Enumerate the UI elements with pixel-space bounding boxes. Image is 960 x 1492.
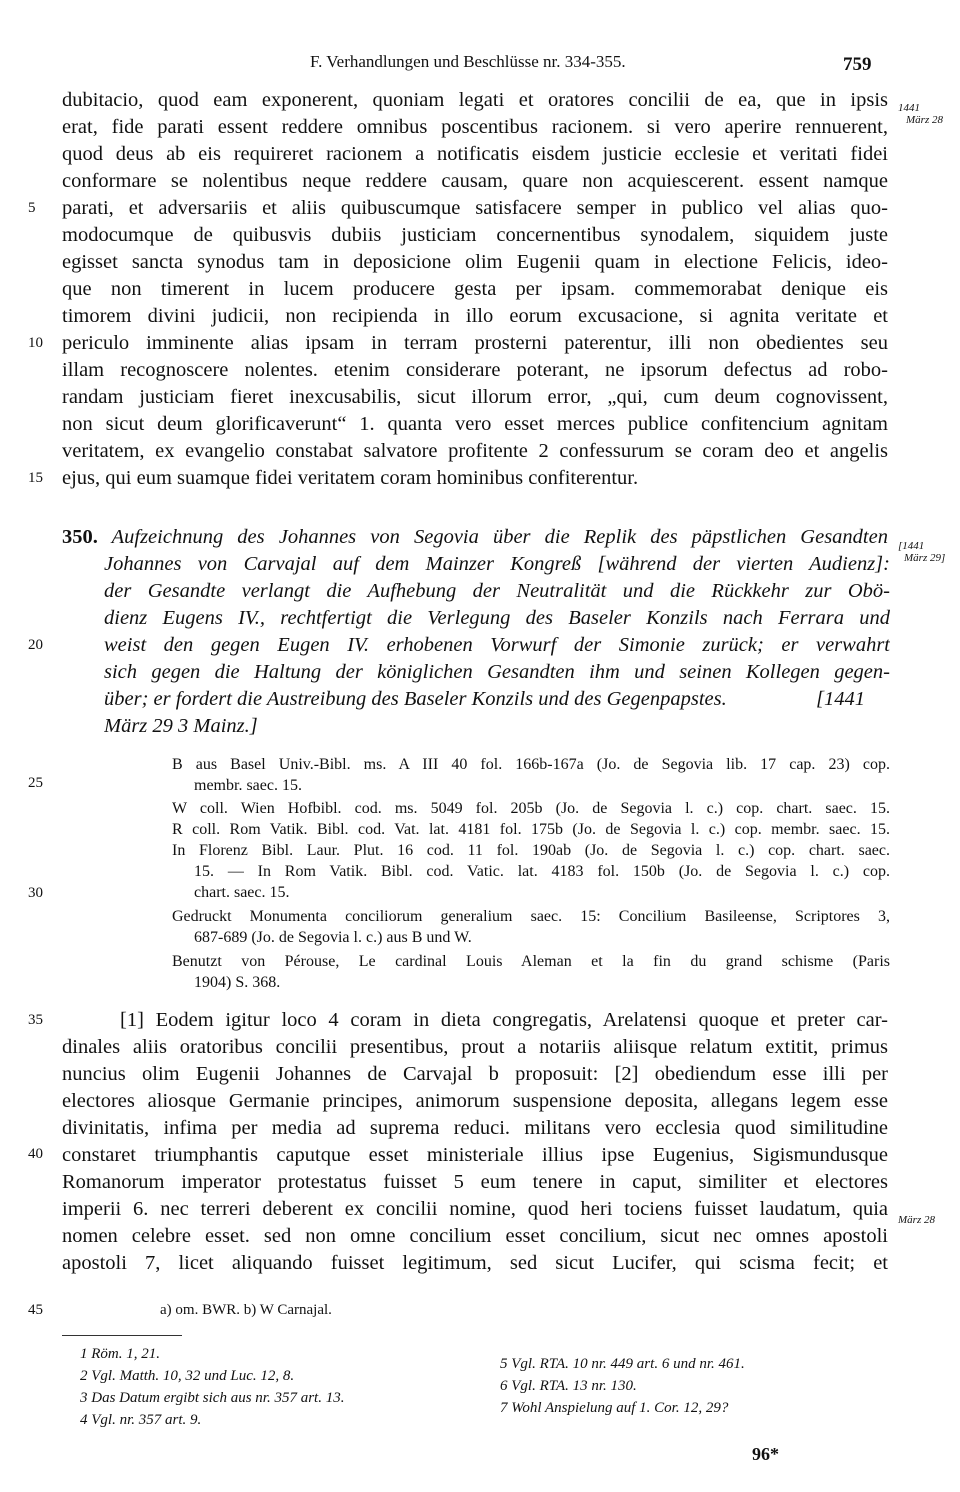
line-number: 20 xyxy=(28,637,43,653)
footnote: 4 Vgl. nr. 357 art. 9. xyxy=(80,1412,202,1428)
text-line: nuncius olim Eugenii Johannes de Carvajal b proposuit: [2] obediendum esse illi per xyxy=(62,1063,888,1085)
footnote: 2 Vgl. Matth. 10, 32 und Luc. 12, 8. xyxy=(80,1368,295,1384)
text-line: nomen celebre esset. sed non omne concilium esset concilium, sicut nec omnes apostoli xyxy=(62,1225,888,1247)
print-line: Gedruckt Monumenta conciliorum generalium saec. 15: Concilium Basileense, Scriptores 3, xyxy=(172,908,890,925)
margin-year: [1441 xyxy=(898,540,925,552)
page-header xyxy=(0,52,960,78)
margin-date: März 28 xyxy=(906,114,943,126)
manuscript-line: W coll. Wien Hofbibl. cod. ms. 5049 fol. 205b (Jo. de Segovia l. c.) cop. chart. saec. 15. xyxy=(172,800,890,817)
regest-date-tag: [1441 xyxy=(816,688,865,710)
line-number: 35 xyxy=(28,1012,43,1028)
regest-text: Aufzeichnung des Johannes von Segovia über die Replik des päpstlichen Gesandten xyxy=(111,526,888,548)
manuscript-line: R coll. Rom Vatik. Bibl. cod. Vat. lat. 4181 fol. 175b (Jo. de Segovia l. c.) cop. membr. saec. 15. xyxy=(172,821,890,838)
text-line: timorem divini judicii, non recipienda in illo eorum excusacione, si agnita veritate et xyxy=(62,305,888,327)
line-number: 10 xyxy=(28,335,43,351)
document-number: 350. xyxy=(62,526,98,548)
text-line: divinitatis, infima per media ad suprema reduci. militans vero ecclesia quod similitudine xyxy=(62,1117,888,1139)
line-number: 25 xyxy=(28,775,43,791)
page-number: 759 xyxy=(843,54,872,75)
text-line: apostoli 7, licet aliquando fuisset legitimum, sed sicut Lucifer, qui scisma fecit; et xyxy=(62,1252,888,1274)
text-line: Romanorum imperator protestatus fuisset 5 eum tenere in caput, similiter et electores xyxy=(62,1171,888,1193)
line-number: 45 xyxy=(28,1302,43,1318)
manuscript-line: membr. saec. 15. xyxy=(194,777,302,794)
text-line: modocumque de quibusvis dubiis justiciam concernentibus synodalem, siquidem juste xyxy=(62,224,888,246)
line-number: 5 xyxy=(28,200,36,216)
text-line: randam justiciam fieret inexcusabilis, sicut illorum error, „qui, cum deum cognovissent, xyxy=(62,386,888,408)
margin-date: März 28 xyxy=(898,1214,935,1226)
text-line: dinales aliis oratoribus concilii presentibus, prout a notariis aliisque relatum extitit, primus xyxy=(62,1036,888,1058)
text-line: veritatem, ex evangelio constabat salvatore profitente 2 confessurum se coram deo et angelis xyxy=(62,440,888,462)
text-line: parati, et adversariis et aliis quibuscumque satisfacere semper in publico vel alias quo- xyxy=(62,197,888,219)
text-line: [1] Eodem igitur loco 4 coram in dieta congregatis, Arelatensi quoque et preter car- xyxy=(120,1009,888,1031)
margin-date: März 29] xyxy=(904,552,946,564)
line-number: 15 xyxy=(28,470,43,486)
text-line: non sicut deum glorificaverunt“ 1. quanta vero esset merces publice confitencium agnitam xyxy=(62,413,888,435)
signature-mark: 96* xyxy=(752,1444,779,1464)
footnote: 1 Röm. 1, 21. xyxy=(80,1346,160,1362)
print-line: 687-689 (Jo. de Segovia l. c.) aus B und W. xyxy=(194,929,472,946)
manuscript-line: chart. saec. 15. xyxy=(194,884,290,901)
literature-line: Benutzt von Pérouse, Le cardinal Louis Aleman et la fin du grand schisme (Paris xyxy=(172,953,890,970)
variant-notes: a) om. BWR. b) W Carnajal. xyxy=(160,1302,332,1318)
running-title: F. Verhandlungen und Beschlüsse nr. 334-355. xyxy=(310,52,626,71)
text-line: conformare se nolentibus neque reddere causam, quare non acquiescerent. essent namque xyxy=(62,170,888,192)
regest-line: sich gegen die Haltung der königlichen Gesandten ihm und seinen Kollegen gegen- xyxy=(104,661,890,683)
regest-line: der Gesandte verlangt die Aufhebung der Neutralität und die Rückkehr zur Obö- xyxy=(104,580,890,602)
footnote: 7 Wohl Anspielung auf 1. Cor. 12, 29? xyxy=(500,1400,729,1416)
text-line: imperii 6. nec terreri deberent ex concilii nomine, quod heri tociens fuisset laudatum, quia xyxy=(62,1198,888,1220)
text-line: ejus, qui eum suamque fidei veritatem coram hominibus confiterentur. xyxy=(62,467,639,489)
footnote-divider xyxy=(62,1335,182,1336)
text-line: illam recognoscere nolentes. etenim considerare poterant, ne ipsorum defectus ad robo- xyxy=(62,359,888,381)
line-number: 40 xyxy=(28,1146,43,1162)
line-number: 30 xyxy=(28,885,43,901)
regest-line: März 29 3 Mainz.] xyxy=(104,715,258,737)
regest-line: dienz Eugens IV., rechtfertigt die Verlegung des Baseler Konzils nach Ferrara und xyxy=(104,607,890,629)
manuscript-line: In Florenz Bibl. Laur. Plut. 16 cod. 11 fol. 190ab (Jo. de Segovia l. c.) cop. chart. saec. xyxy=(172,842,890,859)
text-line: dubitacio, quod eam exponerent, quoniam legati et oratores concilii de ea, que in ipsis xyxy=(62,89,888,111)
text-line: egisset sancta synodus tam in deposicione olim Eugenii quam in electione Felicis, ideo- xyxy=(62,251,888,273)
footnote: 6 Vgl. RTA. 13 nr. 130. xyxy=(500,1378,637,1394)
footnote: 5 Vgl. RTA. 10 nr. 449 art. 6 und nr. 461. xyxy=(500,1356,745,1372)
manuscript-line: 15. — In Rom Vatik. Bibl. cod. Vatic. lat. 4183 fol. 150b (Jo. de Segovia l. c.) cop. xyxy=(194,863,890,880)
text-line: quod deus ab eis requireret racionem a notificatis eisdem justicie ecclesie et veritati fidei xyxy=(62,143,888,165)
regest-line: weist den gegen Eugen IV. erhobenen Vorwurf der Simonie zurück; er verwahrt xyxy=(104,634,890,656)
text-line: que non timerent in lucem producere gesta per ipsam. commemorabat denique eis xyxy=(62,278,888,300)
text-line: erat, fide parati essent reddere omnibus poscentibus racionem. si vero aperire rennuerent, xyxy=(62,116,888,138)
regest-line xyxy=(62,525,888,550)
manuscript-line: B aus Basel Univ.-Bibl. ms. A III 40 fol. 166b-167a (Jo. de Segovia lib. 17 cap. 23) cop. xyxy=(172,756,890,773)
regest-line: über; er fordert die Austreibung des Baseler Konzils und des Gegenpapstes. xyxy=(104,688,727,710)
text-line: constaret triumphantis caputque esset ministeriale illius ipse Eugenius, Sigismundusque xyxy=(62,1144,888,1166)
text-line: electores aliosque Germanie principes, animorum suspensione deposita, allegans legem esse xyxy=(62,1090,888,1112)
footnote: 3 Das Datum ergibt sich aus nr. 357 art. 13. xyxy=(80,1390,345,1406)
literature-line: 1904) S. 368. xyxy=(194,974,281,991)
regest-line: Johannes von Carvajal auf dem Mainzer Kongreß [während der vierten Audienz]: xyxy=(104,553,890,575)
text-line: periculo imminente alias ipsam in terram prosterni paterentur, illi non obedientes seu xyxy=(62,332,888,354)
margin-year: 1441 xyxy=(898,102,920,114)
